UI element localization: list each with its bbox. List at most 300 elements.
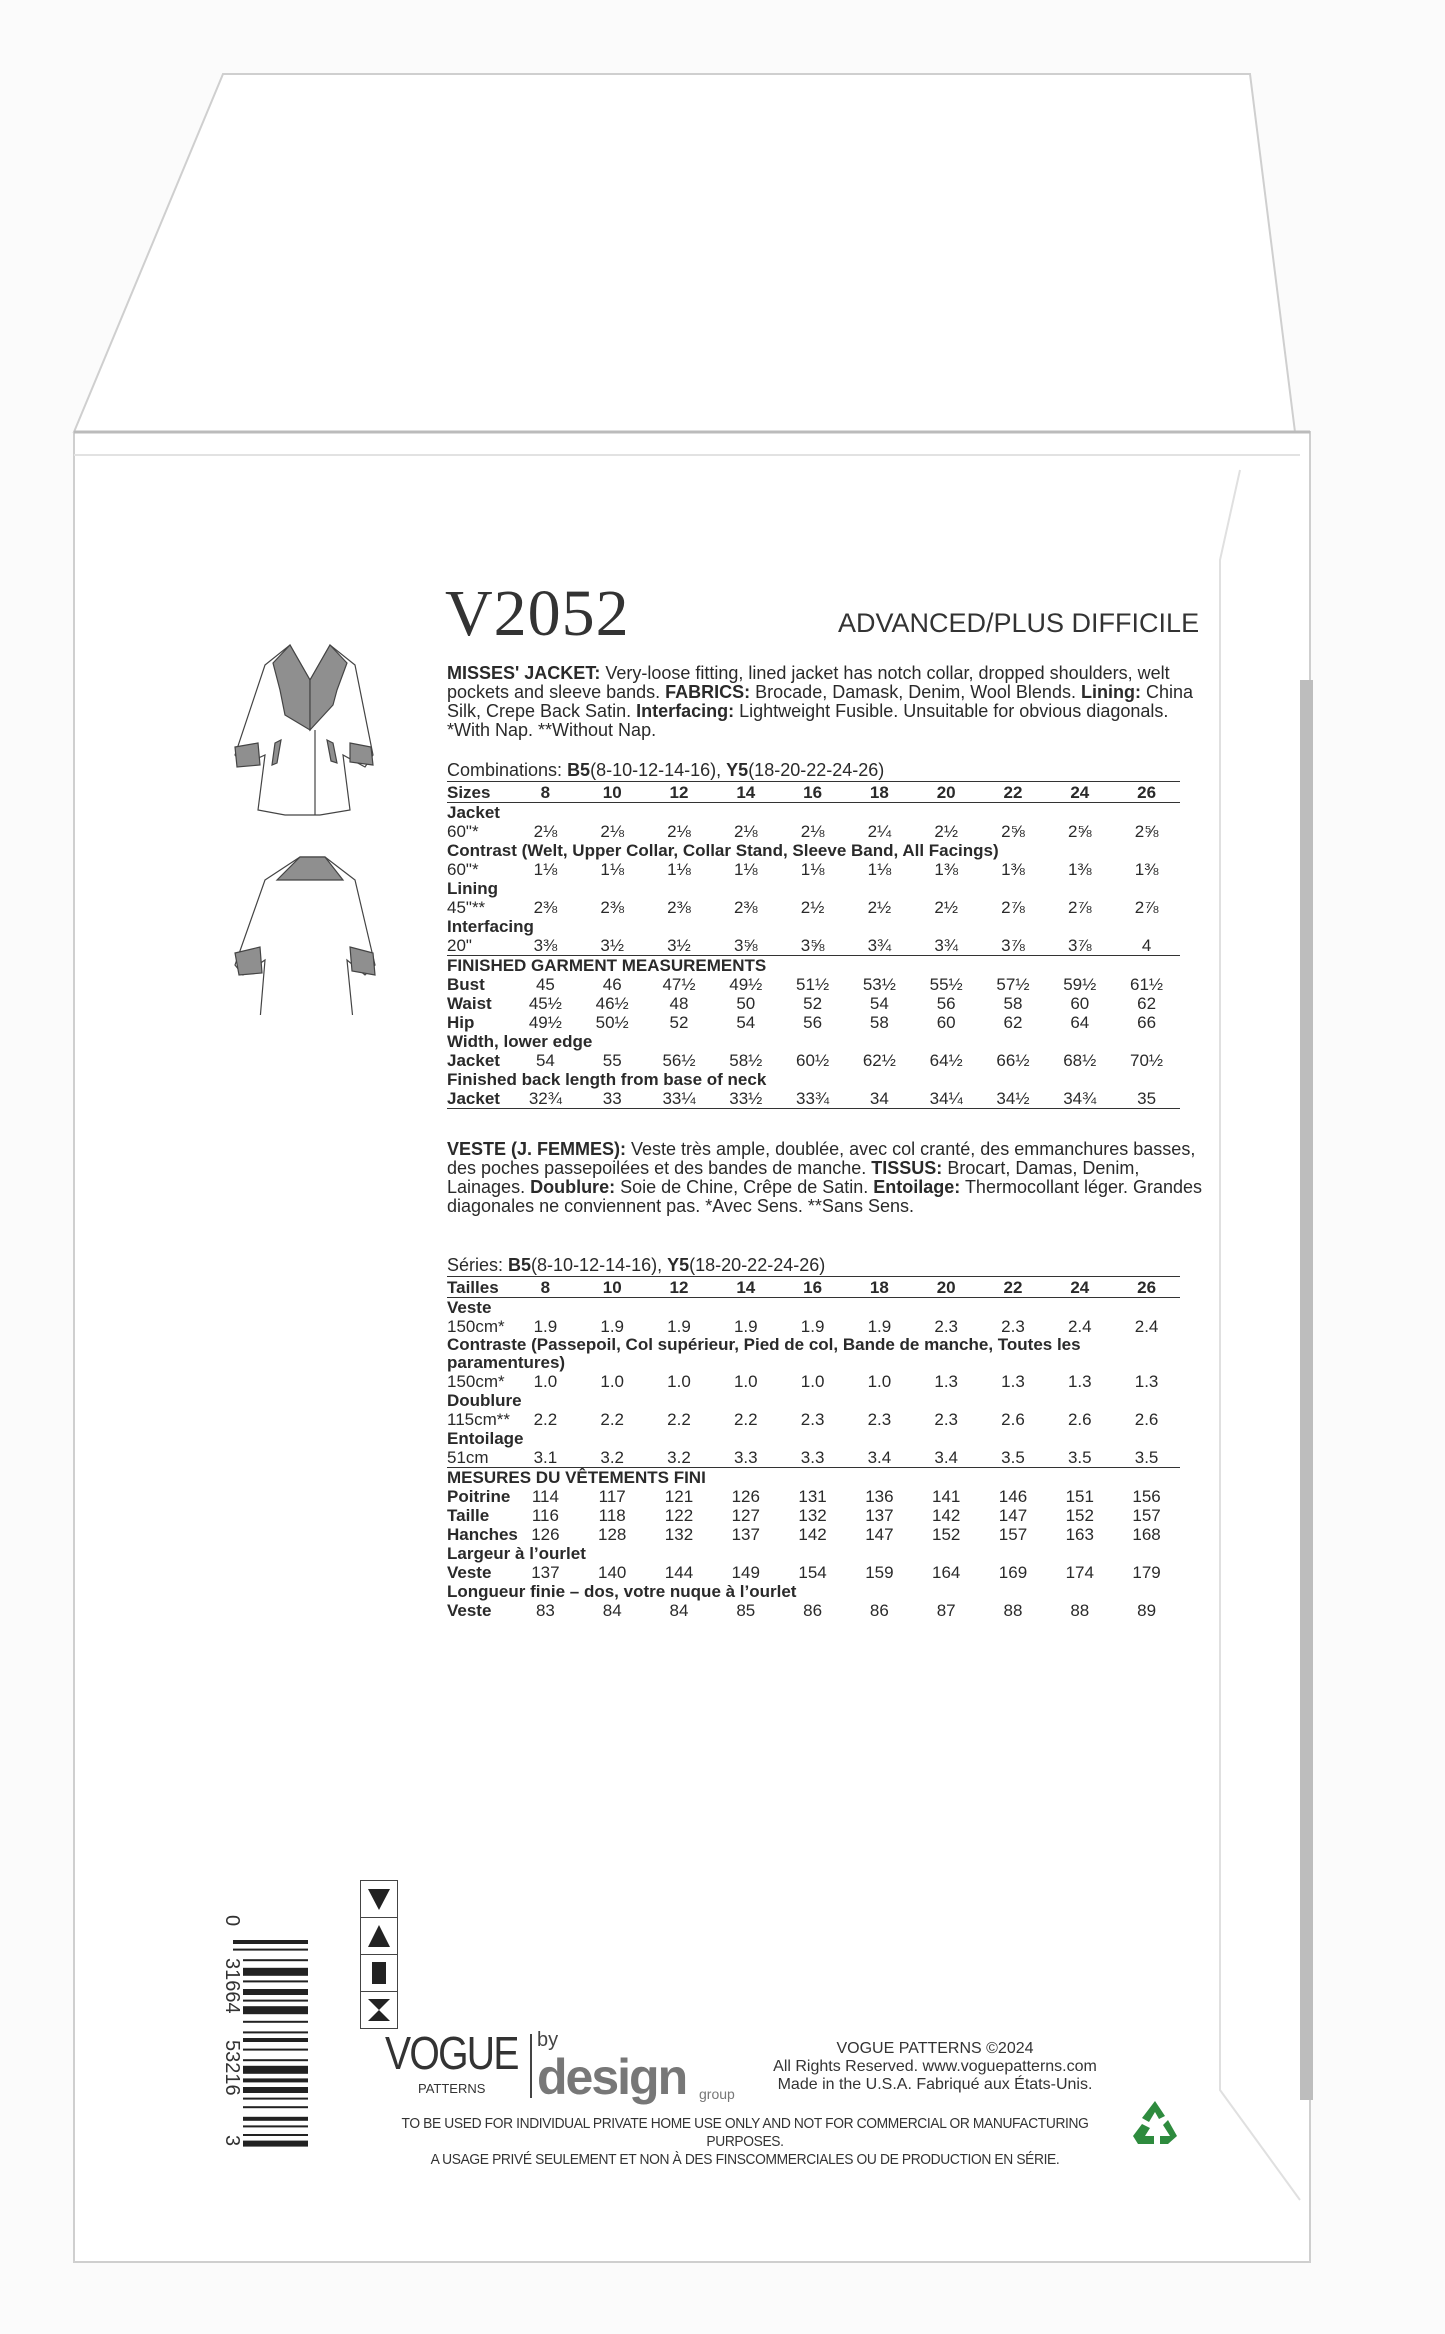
table-cell: 3½ — [667, 936, 691, 955]
table-cell: 1.0 — [600, 1372, 625, 1391]
table-cell: 3.3 — [800, 1448, 825, 1467]
side-strip — [1300, 680, 1313, 2100]
table-cell: 142 — [798, 1525, 827, 1544]
table-cell: 147 — [998, 1506, 1028, 1525]
garment-text: Very-loose fitting, lined jacket has notch collar, dropped shoulders, welt pockets and sleeve bands. — [447, 663, 1170, 702]
table-cell: 54 — [736, 1013, 756, 1032]
interfacing-label: Interfacing: — [636, 701, 735, 721]
table-cell: 1⅛ — [667, 860, 691, 879]
table-cell: 2.2 — [733, 1410, 758, 1429]
table-cell: 146 — [998, 1487, 1028, 1506]
table-cell: 88 — [1003, 1601, 1023, 1620]
table-cell: 1⅜ — [1001, 860, 1025, 879]
table-cell: 2.6 — [1067, 1410, 1092, 1429]
row-label: Hanches — [447, 1525, 518, 1544]
header-row — [447, 782, 1180, 802]
recycle-icon — [1130, 2098, 1180, 2148]
barcode-bar — [243, 2125, 308, 2127]
table-cell: 50½ — [595, 1013, 629, 1032]
table-cell: 132 — [664, 1525, 694, 1544]
table-cell: 33½ — [729, 1089, 763, 1108]
barcode-bar — [243, 2049, 308, 2051]
table-cell: 151 — [1065, 1487, 1094, 1506]
table-cell: 157 — [1132, 1506, 1161, 1525]
table-row — [447, 1317, 1180, 1336]
section-heading: Contrast (Welt, Upper Collar, Collar Stand, Sleeve Band, All Facings) — [447, 841, 999, 860]
table-row — [447, 1089, 1180, 1108]
table-cell: 88 — [1070, 1601, 1090, 1620]
table-cell: 1⅛ — [733, 860, 758, 879]
table-cell: 62 — [1003, 1013, 1023, 1032]
table-cell: 62 — [1137, 994, 1157, 1013]
garment-title-fr: VESTE (J. FEMMES): — [447, 1139, 627, 1159]
table-cell: 49½ — [729, 975, 763, 994]
table-cell: 35 — [1137, 1089, 1157, 1108]
combo-y-sizes: (18-20-22-24-26) — [748, 760, 885, 780]
made-in-line: Made in the U.S.A. Fabriqué aux États-Unis. — [777, 2076, 1093, 2093]
table-cell: 3.4 — [867, 1448, 892, 1467]
table-cell: 1.3 — [1067, 1372, 1092, 1391]
table-cell: 56 — [936, 994, 956, 1013]
usage-notice-en: TO BE USED FOR INDIVIDUAL PRIVATE HOME USE ONLY AND NOT FOR COMMERCIAL OR MANUFACTURING PURPOSES. — [401, 2115, 1089, 2150]
table-row — [447, 898, 1180, 917]
table-row — [447, 1601, 1180, 1620]
row-label: 45"** — [447, 898, 486, 917]
size-header: 16 — [803, 1278, 823, 1297]
table-cell: 48 — [669, 994, 689, 1013]
table-cell: 45½ — [528, 994, 562, 1013]
table-cell: 2⅛ — [533, 822, 558, 841]
table-cell: 64 — [1070, 1013, 1090, 1032]
barcode-bar — [243, 2021, 308, 2023]
size-header: 26 — [1137, 783, 1157, 802]
table-row — [447, 1525, 1180, 1544]
row-label: 150cm* — [447, 1372, 505, 1391]
table-cell: 114 — [531, 1487, 559, 1506]
table-cell: 3.4 — [934, 1448, 958, 1467]
section-heading: FINISHED GARMENT MEASUREMENTS — [447, 956, 767, 975]
table-cell: 3⅜ — [533, 936, 558, 955]
table-cell: 34½ — [996, 1089, 1030, 1108]
table-cell: 1.3 — [934, 1372, 958, 1391]
size-header: 10 — [602, 1278, 622, 1297]
table-cell: 164 — [931, 1563, 961, 1582]
combo-y-sizes: (18-20-22-24-26) — [689, 1255, 826, 1275]
garment-title: MISSES' JACKET: — [447, 663, 601, 683]
combo-b-sizes: (8-10-12-14-16), — [590, 760, 727, 780]
table-row — [447, 1391, 1180, 1410]
section-heading: Jacket — [447, 803, 500, 822]
table-cell: 2⅞ — [1001, 898, 1025, 917]
table-cell: 89 — [1137, 1601, 1157, 1620]
section-heading: Longueur finie – dos, votre nuque à l’ourlet — [447, 1582, 797, 1601]
table-cell: 1.0 — [667, 1372, 691, 1391]
barcode-bar — [243, 2031, 308, 2033]
table-cell: 2.4 — [1067, 1317, 1092, 1336]
table-cell: 2⅛ — [667, 822, 691, 841]
table-cell: 3½ — [600, 936, 625, 955]
table-row — [447, 1336, 1180, 1372]
combo-b: B5 — [508, 1255, 532, 1275]
section-heading: MESURES DU VÊTEMENTS FINI — [447, 1468, 706, 1487]
table-cell: 86 — [803, 1601, 823, 1620]
table-cell: 179 — [1132, 1563, 1161, 1582]
triangle-up-icon — [361, 1918, 397, 1955]
table-cell: 3.3 — [733, 1448, 758, 1467]
vogue-by-design-logo — [385, 2027, 745, 2116]
description-english — [447, 664, 1207, 740]
size-header: 16 — [803, 783, 823, 802]
table-cell: 1.9 — [533, 1317, 558, 1336]
table-cell: 2⅞ — [1134, 898, 1159, 917]
table-cell: 33¾ — [796, 1089, 830, 1108]
description-french — [447, 1140, 1207, 1216]
table-row — [447, 1487, 1180, 1506]
table-cell: 137 — [531, 1563, 560, 1582]
barcode-bar — [243, 2141, 308, 2147]
table-cell: 55½ — [929, 975, 963, 994]
usage-notice — [363, 2115, 1127, 2169]
table-row — [447, 1051, 1180, 1070]
row-label: 60"* — [447, 822, 479, 841]
header-row — [447, 1277, 1180, 1297]
table-cell: 2½ — [800, 898, 825, 917]
size-header: 10 — [602, 783, 622, 802]
barcode-bar — [243, 2117, 308, 2121]
table-cell: 2.3 — [867, 1410, 892, 1429]
table-cell: 137 — [731, 1525, 760, 1544]
combo-b: B5 — [567, 760, 591, 780]
row-label: Jacket — [447, 1089, 500, 1108]
interfacing-label-fr: Entoilage: — [873, 1177, 961, 1197]
triangle-down-icon — [361, 1881, 397, 1918]
size-header: 22 — [1003, 1278, 1023, 1297]
table-cell: 51½ — [796, 975, 830, 994]
table-cell: 64½ — [929, 1051, 963, 1070]
size-header: 8 — [540, 1278, 551, 1297]
table-cell: 3.5 — [1134, 1448, 1159, 1467]
table-cell: 3⅞ — [1001, 936, 1025, 955]
table-cell: 52 — [803, 994, 823, 1013]
barcode-digits-left: 31664 — [221, 1958, 243, 2014]
barcode-digit-last: 3 — [221, 2135, 243, 2147]
table-cell: 47½ — [662, 975, 696, 994]
table-cell: 66 — [1137, 1013, 1157, 1032]
barcode-bar — [243, 2106, 308, 2108]
table-cell: 169 — [998, 1563, 1028, 1582]
table-cell: 142 — [931, 1506, 961, 1525]
table-cell: 1.9 — [733, 1317, 758, 1336]
table-cell: 121 — [664, 1487, 694, 1506]
table-cell: 86 — [869, 1601, 889, 1620]
barcode-bar — [243, 1989, 308, 1995]
table-cell: 141 — [931, 1487, 961, 1506]
barcode-bar — [243, 1959, 308, 1961]
table-cell: 2.4 — [1134, 1317, 1159, 1336]
size-header: 22 — [1003, 783, 1023, 802]
table-cell: 2¼ — [867, 822, 892, 841]
table-cell: 34 — [869, 1089, 889, 1108]
barcode — [233, 1940, 308, 2150]
barcode-digits-right: 53216 — [221, 2040, 243, 2096]
table-cell: 136 — [865, 1487, 894, 1506]
table-cell: 33¼ — [662, 1089, 696, 1108]
table-row — [447, 822, 1180, 841]
table-row — [447, 1544, 1180, 1563]
table-cell: 3⅝ — [800, 936, 825, 955]
table-row — [447, 1013, 1180, 1032]
row-label: 150cm* — [447, 1317, 505, 1336]
table-cell: 1.9 — [800, 1317, 825, 1336]
table-row — [447, 1582, 1180, 1601]
table-cell: 1.9 — [600, 1317, 625, 1336]
table-cell: 70½ — [1130, 1051, 1164, 1070]
table-cell: 66½ — [996, 1051, 1030, 1070]
table-row — [447, 1372, 1180, 1391]
table-cell: 59½ — [1063, 975, 1097, 994]
table-cell: 1.0 — [867, 1372, 892, 1391]
table-cell: 54 — [535, 1051, 555, 1070]
table-cell: 84 — [602, 1601, 622, 1620]
rule-bottom — [447, 1108, 1180, 1109]
row-label: Poitrine — [447, 1487, 511, 1506]
table-cell: 117 — [598, 1487, 626, 1506]
size-header: 24 — [1070, 783, 1090, 802]
table-row — [447, 803, 1180, 822]
combinations-line — [447, 1255, 1180, 1276]
table-cell: 58 — [869, 1013, 889, 1032]
table-cell: 32¾ — [528, 1089, 562, 1108]
row-label: Hip — [447, 1013, 475, 1032]
combo-b-sizes: (8-10-12-14-16), — [531, 1255, 668, 1275]
table-row — [447, 1468, 1180, 1487]
logo-patterns: PATTERNS — [418, 2081, 486, 2096]
table-cell: 2½ — [867, 898, 892, 917]
header-label: Sizes — [447, 783, 491, 802]
table-cell: 46 — [602, 975, 622, 994]
table-row — [447, 975, 1180, 994]
table-cell: 128 — [598, 1525, 627, 1544]
table-cell: 132 — [798, 1506, 827, 1525]
table-cell: 1⅛ — [600, 860, 625, 879]
table-cell: 168 — [1132, 1525, 1161, 1544]
size-header: 14 — [736, 1278, 756, 1297]
table-cell: 3¾ — [934, 936, 958, 955]
table-cell: 45 — [535, 975, 555, 994]
table-row — [447, 1032, 1180, 1051]
table-cell: 1.3 — [1134, 1372, 1159, 1391]
combinations-line — [447, 760, 1180, 781]
barcode-bar — [243, 2134, 308, 2136]
table-cell: 50 — [736, 994, 756, 1013]
table-cell: 1.0 — [533, 1372, 558, 1391]
table-cell: 126 — [731, 1487, 760, 1506]
table-cell: 1⅜ — [1134, 860, 1159, 879]
table-cell: 2.2 — [667, 1410, 691, 1429]
table-cell: 2⅛ — [800, 822, 825, 841]
fabrics-label: FABRICS: — [665, 682, 751, 702]
table-cell: 122 — [664, 1506, 694, 1525]
table-row — [447, 1070, 1180, 1089]
table-cell: 62½ — [862, 1051, 896, 1070]
table-row — [447, 1410, 1180, 1429]
size-header: 8 — [540, 783, 551, 802]
section-heading: Entoilage — [447, 1429, 524, 1448]
table-row — [447, 841, 1180, 860]
table-cell: 149 — [731, 1563, 760, 1582]
table-cell: 54 — [869, 994, 889, 1013]
table-cell: 159 — [865, 1563, 894, 1582]
table-cell: 1⅛ — [533, 860, 558, 879]
table-cell: 1.9 — [867, 1317, 892, 1336]
difficulty-level: ADVANCED/PLUS DIFFICILE — [838, 608, 1200, 638]
table-cell: 3.2 — [600, 1448, 625, 1467]
header-label: Tailles — [447, 1278, 499, 1297]
lining-label: Lining: — [1080, 682, 1141, 702]
table-cell: 3.2 — [667, 1448, 691, 1467]
barcode-bar — [243, 2087, 308, 2093]
barcode-bar — [243, 2006, 308, 2014]
table-cell: 152 — [931, 1525, 961, 1544]
table-cell: 85 — [736, 1601, 756, 1620]
table-row — [447, 956, 1180, 975]
combo-label: Séries: — [447, 1255, 509, 1275]
combo-y: Y5 — [726, 760, 749, 780]
garment-text-fr: Veste très ample, doublée, avec col cranté, des emmanchures basses, des poches passepoilées et des bandes de manche. — [447, 1139, 1196, 1178]
barcode-bar — [243, 2078, 308, 2082]
barcode-bar — [243, 2066, 308, 2074]
table-cell: 127 — [731, 1506, 760, 1525]
table-cell: 2⅞ — [1067, 898, 1092, 917]
size-header: 26 — [1137, 1278, 1157, 1297]
section-heading: Largeur à l’ourlet — [447, 1544, 586, 1563]
table-cell: 2.3 — [934, 1317, 958, 1336]
barcode-bar — [233, 1940, 308, 1944]
table-cell: 52 — [669, 1013, 689, 1032]
table-cell: 49½ — [528, 1013, 562, 1032]
table-cell: 156 — [1132, 1487, 1161, 1506]
barcode-bar — [233, 1949, 308, 1951]
table-cell: 4 — [1141, 936, 1152, 955]
table-cell: 1⅛ — [867, 860, 892, 879]
table-row — [447, 1429, 1180, 1448]
table-cell: 56½ — [662, 1051, 696, 1070]
section-heading: Veste — [447, 1298, 492, 1317]
interfacing-text-fr: Thermocollant léger. Grandes diagonales ne conviennent pas. *Avec Sens. **Sans Sens. — [447, 1177, 1203, 1216]
size-header: 20 — [936, 1278, 956, 1297]
size-header: 14 — [736, 783, 756, 802]
table-cell: 2.3 — [800, 1410, 825, 1429]
table-cell: 2.6 — [1001, 1410, 1025, 1429]
table-cell: 61½ — [1130, 975, 1164, 994]
section-heading: Width, lower edge — [447, 1032, 593, 1051]
table-cell: 58 — [1003, 994, 1023, 1013]
table-cell: 2.3 — [1001, 1317, 1025, 1336]
logo-by: by — [537, 2029, 559, 2051]
table-cell: 137 — [865, 1506, 894, 1525]
fabrics-text: Brocade, Damask, Denim, Wool Blends. — [750, 682, 1081, 702]
table-cell: 33 — [602, 1089, 622, 1108]
copyright-line: VOGUE PATTERNS ©2024 — [836, 2040, 1034, 2057]
table-cell: 2.3 — [934, 1410, 958, 1429]
table-cell: 2⅝ — [1134, 822, 1159, 841]
row-label: Veste — [447, 1563, 492, 1582]
barcode-bar — [243, 2000, 308, 2002]
table-cell: 3.5 — [1067, 1448, 1092, 1467]
row-label: 51cm — [447, 1448, 489, 1467]
table-cell: 1.3 — [1001, 1372, 1025, 1391]
table-cell: 2⅛ — [600, 822, 625, 841]
table-cell: 3.5 — [1001, 1448, 1025, 1467]
barcode-bar — [243, 2059, 308, 2061]
combo-label: Combinations: — [447, 760, 568, 780]
jacket-front-illustration — [235, 645, 373, 815]
table-cell: 3.1 — [533, 1448, 558, 1467]
table-cell: 174 — [1065, 1563, 1094, 1582]
row-label: Bust — [447, 975, 485, 994]
lining-label-fr: Doublure: — [530, 1177, 616, 1197]
pattern-number: V2052 — [445, 577, 630, 650]
table-row — [447, 917, 1180, 936]
table-cell: 118 — [598, 1506, 626, 1525]
section-heading: Finished back length from base of neck — [447, 1070, 767, 1089]
table-row — [447, 1563, 1180, 1582]
table-cell: 1.9 — [667, 1317, 691, 1336]
barcode-bar — [243, 2098, 308, 2100]
table-row — [447, 1448, 1180, 1467]
table-cell: 84 — [669, 1601, 689, 1620]
table-cell: 34¾ — [1063, 1089, 1097, 1108]
table-cell: 83 — [535, 1601, 555, 1620]
square-icon — [361, 1955, 397, 1992]
size-header: 24 — [1070, 1278, 1090, 1297]
table-cell: 152 — [1065, 1506, 1094, 1525]
row-label: 60"* — [447, 860, 479, 879]
row-label: Waist — [447, 994, 492, 1013]
table-row — [447, 879, 1180, 898]
fabrics-label-fr: TISSUS: — [871, 1158, 943, 1178]
size-header: 12 — [669, 1278, 689, 1297]
table-cell: 3⅞ — [1067, 936, 1092, 955]
table-cell: 2⅜ — [667, 898, 691, 917]
jacket-illustrations — [225, 635, 385, 1015]
table-cell: 1.0 — [800, 1372, 825, 1391]
table-row — [447, 936, 1180, 955]
size-header: 12 — [669, 783, 689, 802]
row-label: Taille — [447, 1506, 490, 1525]
pattern-symbols — [360, 1880, 398, 2029]
table-cell: 34¼ — [929, 1089, 963, 1108]
table-row — [447, 860, 1180, 879]
yardage-table-english — [447, 760, 1180, 1109]
table-cell: 2⅜ — [733, 898, 758, 917]
table-cell: 87 — [936, 1601, 956, 1620]
copyright-block — [745, 2040, 1125, 2094]
rights-line: All Rights Reserved. www.voguepatterns.com — [773, 2058, 1097, 2075]
section-heading: Doublure — [447, 1391, 522, 1410]
table-cell: 131 — [798, 1487, 827, 1506]
table-row — [447, 1298, 1180, 1317]
table-cell: 144 — [664, 1563, 694, 1582]
row-label: 115cm** — [447, 1410, 510, 1429]
usage-notice-fr: A USAGE PRIVÉ SEULEMENT ET NON À DES FINSCOMMERCIALES OU DE PRODUCTION EN SÉRIE. — [430, 2151, 1060, 2168]
table-row — [447, 994, 1180, 1013]
hourglass-icon — [361, 1992, 397, 2028]
table-cell: 60 — [1070, 994, 1090, 1013]
logo-group: group — [699, 2086, 735, 2102]
table-cell: 2⅜ — [533, 898, 558, 917]
table-cell: 58½ — [729, 1051, 763, 1070]
